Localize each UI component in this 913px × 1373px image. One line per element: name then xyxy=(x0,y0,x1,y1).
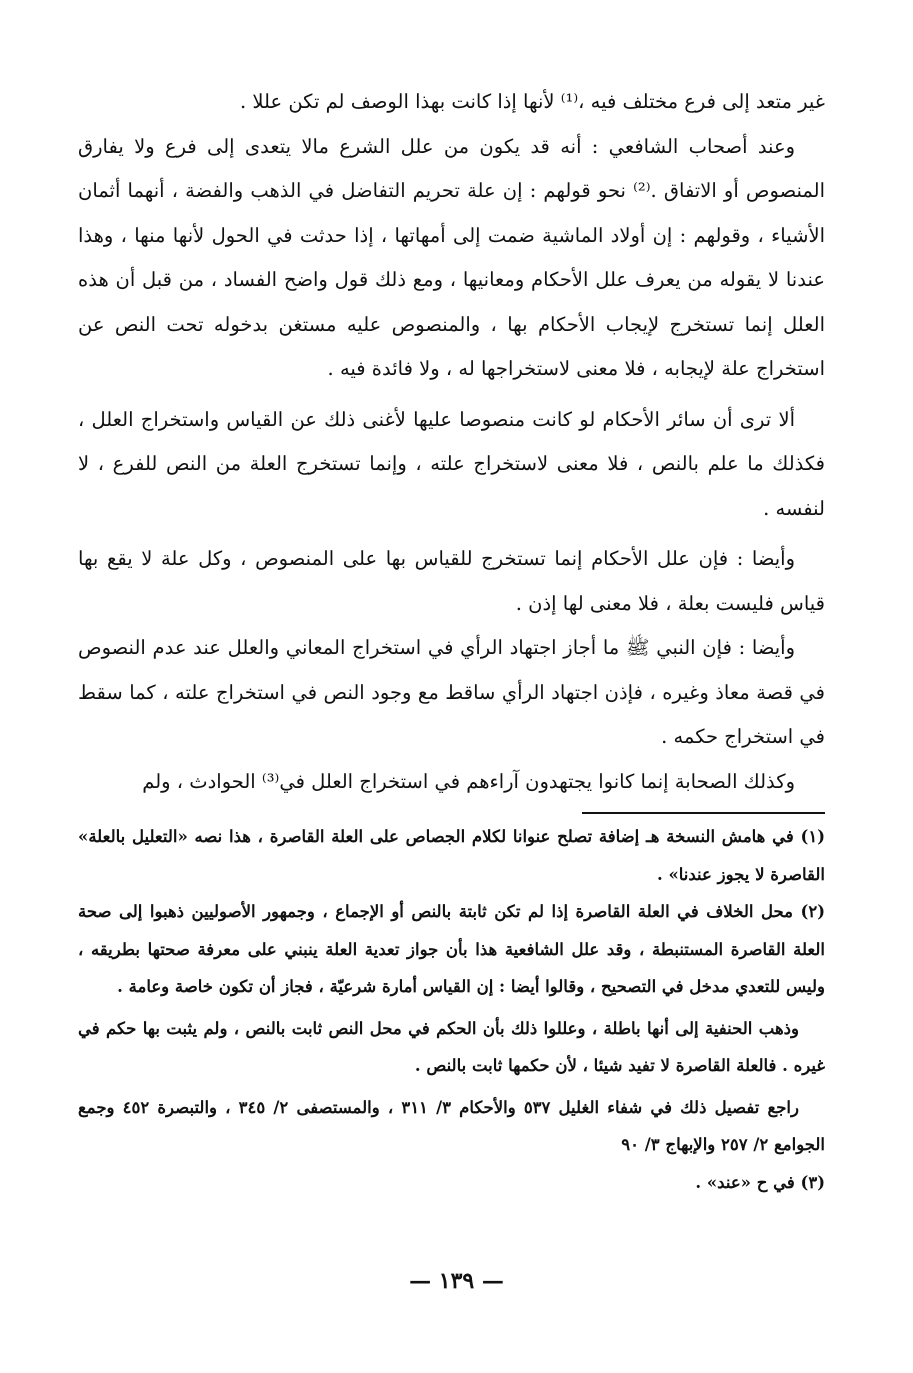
footnote-2-continuation: وذهب الحنفية إلى أنها باطلة ، وعللوا ذلك بأن الحكم في محل النص ثابت بالنص ، ولم يثبت بها حكم في غيره . فالعلة القاصرة لا تفيد شيئا ، لأن حكمها ثابت بالنص . xyxy=(78,1018,825,1075)
page-number: — ١٣٩ — xyxy=(409,1268,504,1294)
footnote-3: (٣) في ح «عند» . xyxy=(695,1172,825,1192)
paragraph-5: وأيضا : فإن النبي ﷺ ما أجاز اجتهاد الرأي في استخراج المعاني والعلل عند عدم النصوص في قصة معاذ وغيره ، فإذن اجتهاد الرأي ساقط مع وجود النص في استخراج علته ، كما سقط في استخراج حكمه . xyxy=(78,636,825,748)
main-text xyxy=(78,80,825,804)
footnotes xyxy=(78,818,825,1201)
paragraph-1: غير متعد إلى فرع مختلف فيه ،⁽¹⁾ لأنها إذا كانت بهذا الوصف لم تكن عللا . xyxy=(240,90,825,113)
footnote-2: (٢) محل الخلاف في العلة القاصرة إذا لم تكن ثابتة بالنص أو الإجماع ، وجمهور الأصوليين ذهبوا إلى صحة العلة القاصرة المستنبطة ، وقد علل الشافعية هذا بأن جواز تعدية العلة ينبني على معرفة صحتها بطريقه ، وليس للتعدي مدخل في التصحيح ، وقالوا أيضا : إن القياس أمارة شرعيّة ، فجاز أن تكون خاصة وعامة . xyxy=(78,902,825,996)
footnote-2-references: راجع تفصيل ذلك في شفاء الغليل ٥٣٧ والأحكام ٣/ ٣١١ ، والمستصفى ٢/ ٣٤٥ ، والتبصرة ٤٥٢ وجمع الجوامع ٢/ ٢٥٧ والإبهاج ٣/ ٩٠ xyxy=(78,1097,825,1154)
paragraph-2: وعند أصحاب الشافعي : أنه قد يكون من علل الشرع مالا يتعدى إلى فرع ولا يفارق المنصوص أو الاتفاق .⁽²⁾ نحو قولهم : إن علة تحريم التفاضل في الذهب والفضة ، أنهما أثمان الأشياء ، وقولهم : إن أولاد الماشية ضمت إلى أمهاتها ، إذا حدثت في الحول لأنها منها ، وهذا عندنا لا يقوله من يعرف علل الأحكام ومعانيها ، ومع ذلك قول واضح الفساد ، من قبل أن هذه العلل إنما تستخرج لإيجاب الأحكام بها ، والمنصوص عليه مستغن بدخوله تحت النص عن استخراج علة لإيجابه ، فلا معنى لاستخراجها له ، ولا فائدة فيه . xyxy=(78,134,825,380)
paragraph-3: ألا ترى أن سائر الأحكام لو كانت منصوصا عليها لأغنى ذلك عن القياس واستخراج العلل ، فكذلك ما علم بالنص ، فلا معنى لاستخراج علته ، وإنما تستخرج العلة من النص للفرع ، لا لنفسه . xyxy=(78,407,825,520)
paragraph-4: وأيضا : فإن علل الأحكام إنما تستخرج للقياس بها على المنصوص ، وكل علة لا يقع بها قياس فليست بعلة ، فلا معنى لها إذن . xyxy=(78,547,825,615)
footnote-divider xyxy=(582,812,825,814)
paragraph-6: وكذلك الصحابة إنما كانوا يجتهدون آراءهم في استخراج العلل في⁽³⁾ الحوادث ، ولم xyxy=(142,769,795,793)
footnote-1: (١) في هامش النسخة هـ إضافة تصلح عنوانا لكلام الجصاص على العلة القاصرة ، هذا نصه «التعليل بالعلة» القاصرة لا يجوز عندنا» . xyxy=(78,827,825,884)
